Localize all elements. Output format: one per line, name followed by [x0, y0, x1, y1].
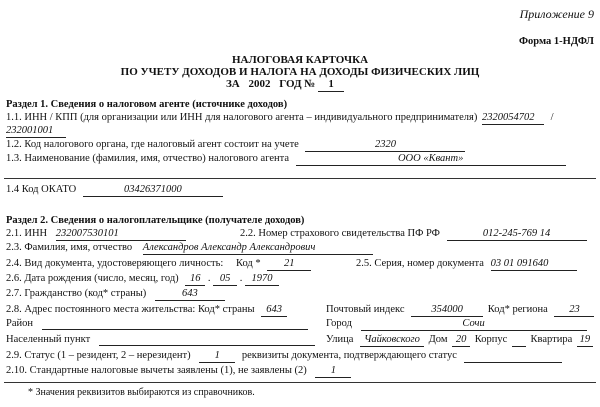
row-2-10-label: 2.10. Стандартные налоговые вычеты заявлены (1), не заявлены (2) — [6, 365, 307, 376]
status-doc-line — [464, 351, 562, 363]
number-label: ГОД № — [279, 78, 316, 90]
row-2-7-label: 2.7. Гражданство (код* страны) — [6, 288, 147, 299]
street-row — [326, 334, 593, 347]
district-value — [42, 318, 308, 330]
birth-year: 1970 — [245, 273, 279, 286]
row-1-2-label: 1.2. Код налогового органа, где налоговый агент состоит на учете — [6, 139, 299, 150]
postal-label: Почтовый индекс — [326, 304, 405, 315]
agent-name: ООО «Квант» — [296, 153, 566, 166]
district-label: Район — [6, 318, 33, 329]
payer-fio: Александров Александр Александрович — [143, 242, 373, 255]
row-2-4 — [6, 258, 311, 271]
citizenship-code: 643 — [155, 288, 225, 301]
row-1-2 — [6, 139, 465, 152]
tax-office-code: 2320 — [305, 139, 465, 152]
inn-kpp-value1: 2320054702 — [482, 112, 544, 125]
deductions-value: 1 — [315, 365, 351, 378]
district-row — [6, 318, 308, 330]
row-2-9-label: 2.9. Статус (1 – резидент, 2 – нерезидент) — [6, 350, 191, 361]
region-value: 23 — [554, 304, 594, 317]
flat-label: Квартира — [530, 334, 573, 345]
title-line1: НАЛОГОВАЯ КАРТОЧКА — [231, 54, 369, 66]
status-tail: реквизиты документа, подтверждающего статус — [241, 350, 457, 361]
appendix-label: Приложение 9 — [519, 7, 594, 21]
house-value: 20 — [452, 334, 470, 347]
region-label: Код* региона — [487, 304, 548, 315]
doc-code-label: Код * — [235, 258, 261, 269]
row-2-2-label: 2.2. Номер страхового свидетельства ПФ РФ — [240, 228, 440, 239]
row-2-4-label: 2.4. Вид документа, удостоверяющего личность: — [6, 258, 224, 269]
okato-code: 03426371000 — [83, 184, 223, 197]
row-2-8 — [6, 304, 287, 317]
payer-inn: 232007530101 — [56, 228, 186, 241]
row-2-10 — [6, 365, 351, 378]
divider-1 — [4, 178, 596, 179]
row-2-2 — [240, 228, 587, 241]
row-2-1-label: 2.1. ИНН — [6, 228, 48, 239]
row-2-9 — [6, 350, 562, 363]
number-value: 1 — [318, 79, 344, 92]
form-label: Форма 1-НДФЛ — [519, 36, 594, 47]
inn-kpp-value2: 232001001 — [6, 125, 66, 138]
year-value: 2002 — [248, 78, 271, 90]
building-label: Корпус — [474, 334, 508, 345]
row-2-5 — [356, 258, 577, 271]
row-2-3-label: 2.3. Фамилия, имя, отчество — [6, 242, 133, 253]
row-1-3 — [6, 153, 566, 166]
row-1-1-label: 1.1. ИНН / КПП (для организации или ИНН для налогового агента – индивидуального предпринимателя) — [6, 112, 478, 123]
row-1-4 — [6, 184, 223, 197]
row-1-3-label: 1.3. Наименование (фамилия, имя, отчество) налогового агента — [6, 153, 290, 164]
postal-row — [326, 304, 594, 317]
postal-value: 354000 — [411, 304, 483, 317]
row-2-8-label: 2.8. Адрес постоянного места жительства: Код* страны — [6, 304, 255, 315]
section2-heading: Раздел 2. Сведения о налогоплательщике (получателе доходов) — [6, 215, 305, 226]
row-1-4-label: 1.4 Код ОКАТО — [6, 184, 77, 195]
row-2-3 — [6, 242, 373, 255]
title-year-row — [226, 78, 344, 92]
row-2-7 — [6, 288, 225, 301]
city-row — [326, 318, 587, 331]
settlement-label: Населенный пункт — [6, 334, 91, 345]
doc-code-value: 21 — [267, 258, 311, 271]
year-label: ЗА — [226, 78, 240, 90]
address-country-code: 643 — [261, 304, 287, 317]
divider-2 — [4, 382, 596, 383]
flat-value: 19 — [577, 334, 593, 347]
row-1-1-cont — [6, 125, 66, 138]
row-2-5-label: 2.5. Серия, номер документа — [356, 258, 484, 269]
status-value: 1 — [199, 350, 235, 363]
row-2-1 — [6, 228, 186, 241]
footnote: * Значения реквизитов выбираются из справочников. — [28, 387, 255, 398]
building-value — [512, 335, 526, 347]
settlement-value — [99, 334, 315, 346]
row-1-1 — [6, 112, 554, 125]
house-label: Дом — [428, 334, 448, 345]
row-2-6: 2.6. Дата рождения (число, месяц, год) 16 . 05 . 1970 — [6, 273, 279, 286]
birth-month: 05 — [213, 273, 237, 286]
row-2-6-label: 2.6. Дата рождения (число, месяц, год) — [6, 273, 179, 284]
street-label: Улица — [326, 334, 354, 345]
pension-number: 012-245-769 14 — [447, 228, 587, 241]
birth-day: 16 — [185, 273, 205, 286]
city-label: Город — [326, 318, 352, 329]
doc-number: 03 01 091640 — [491, 258, 577, 271]
inn-kpp-separator: / — [550, 112, 554, 123]
settlement-row — [6, 334, 315, 346]
street-value: Чайковского — [360, 334, 424, 347]
city-value: Сочи — [361, 318, 587, 331]
title-line2: ПО УЧЕТУ ДОХОДОВ И НАЛОГА НА ДОХОДЫ ФИЗИЧЕСКИХ ЛИЦ — [120, 66, 480, 78]
section1-heading: Раздел 1. Сведения о налоговом агенте (источнике доходов) — [6, 99, 288, 110]
